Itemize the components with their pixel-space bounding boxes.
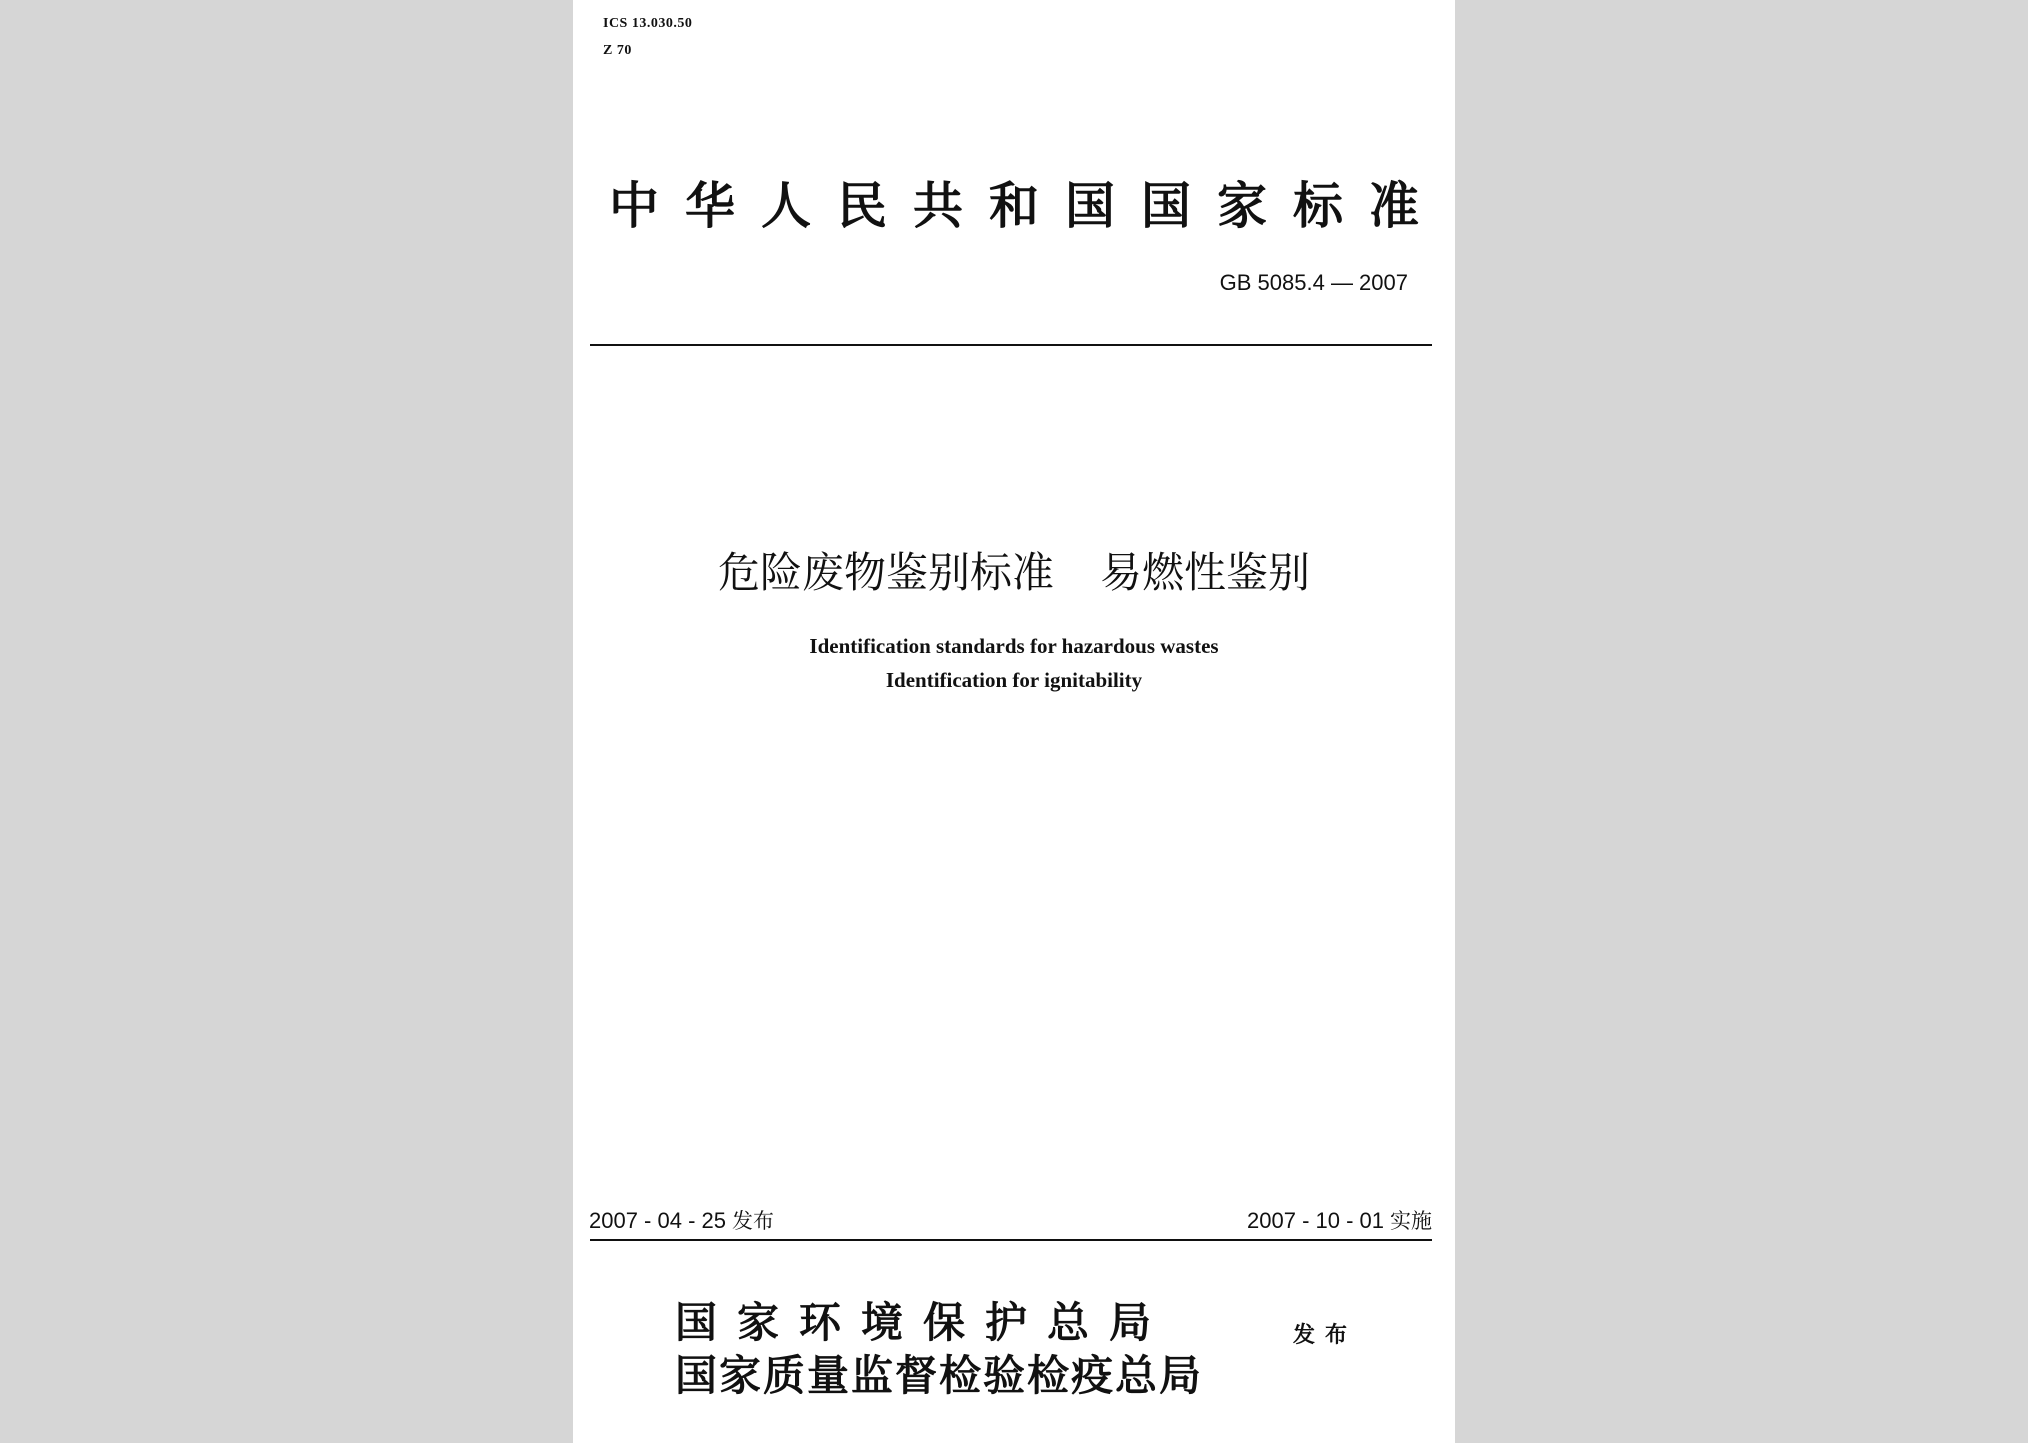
issue-label: 发布 [731, 1209, 774, 1233]
issue-date-line [589, 1205, 774, 1235]
classification-code: Z 70 [603, 43, 632, 58]
ics-code: ICS 13.030.50 [603, 16, 693, 31]
implement-date: 2007 - 10 - 01 [1247, 1208, 1384, 1233]
document-page [573, 0, 1455, 1443]
issuing-agency-1: 国家环境保护总局 [675, 1298, 1172, 1347]
implement-label: 实施 [1390, 1209, 1432, 1233]
english-title-line1: Identification standards for hazardous wastes [809, 634, 1219, 658]
standard-number: GB 5085.4 — 2007 [1219, 270, 1408, 295]
national-standard-title: 中华人民共和国国家标准 [609, 177, 1445, 235]
publish-label: 发布 [1293, 1323, 1358, 1348]
issue-date: 2007 - 04 - 25 [589, 1208, 726, 1233]
top-divider [590, 344, 1432, 346]
implement-date-line [1247, 1205, 1432, 1235]
title-part2: 易燃性鉴别 [1100, 548, 1311, 597]
english-title-line2: Identification for ignitability [885, 668, 1143, 692]
document-title [573, 540, 1455, 600]
issuing-agency-2: 国家质量监督检验检疫总局 [675, 1351, 1204, 1400]
title-part1: 危险废物鉴别标准 [717, 548, 1054, 597]
bottom-divider [590, 1239, 1432, 1241]
